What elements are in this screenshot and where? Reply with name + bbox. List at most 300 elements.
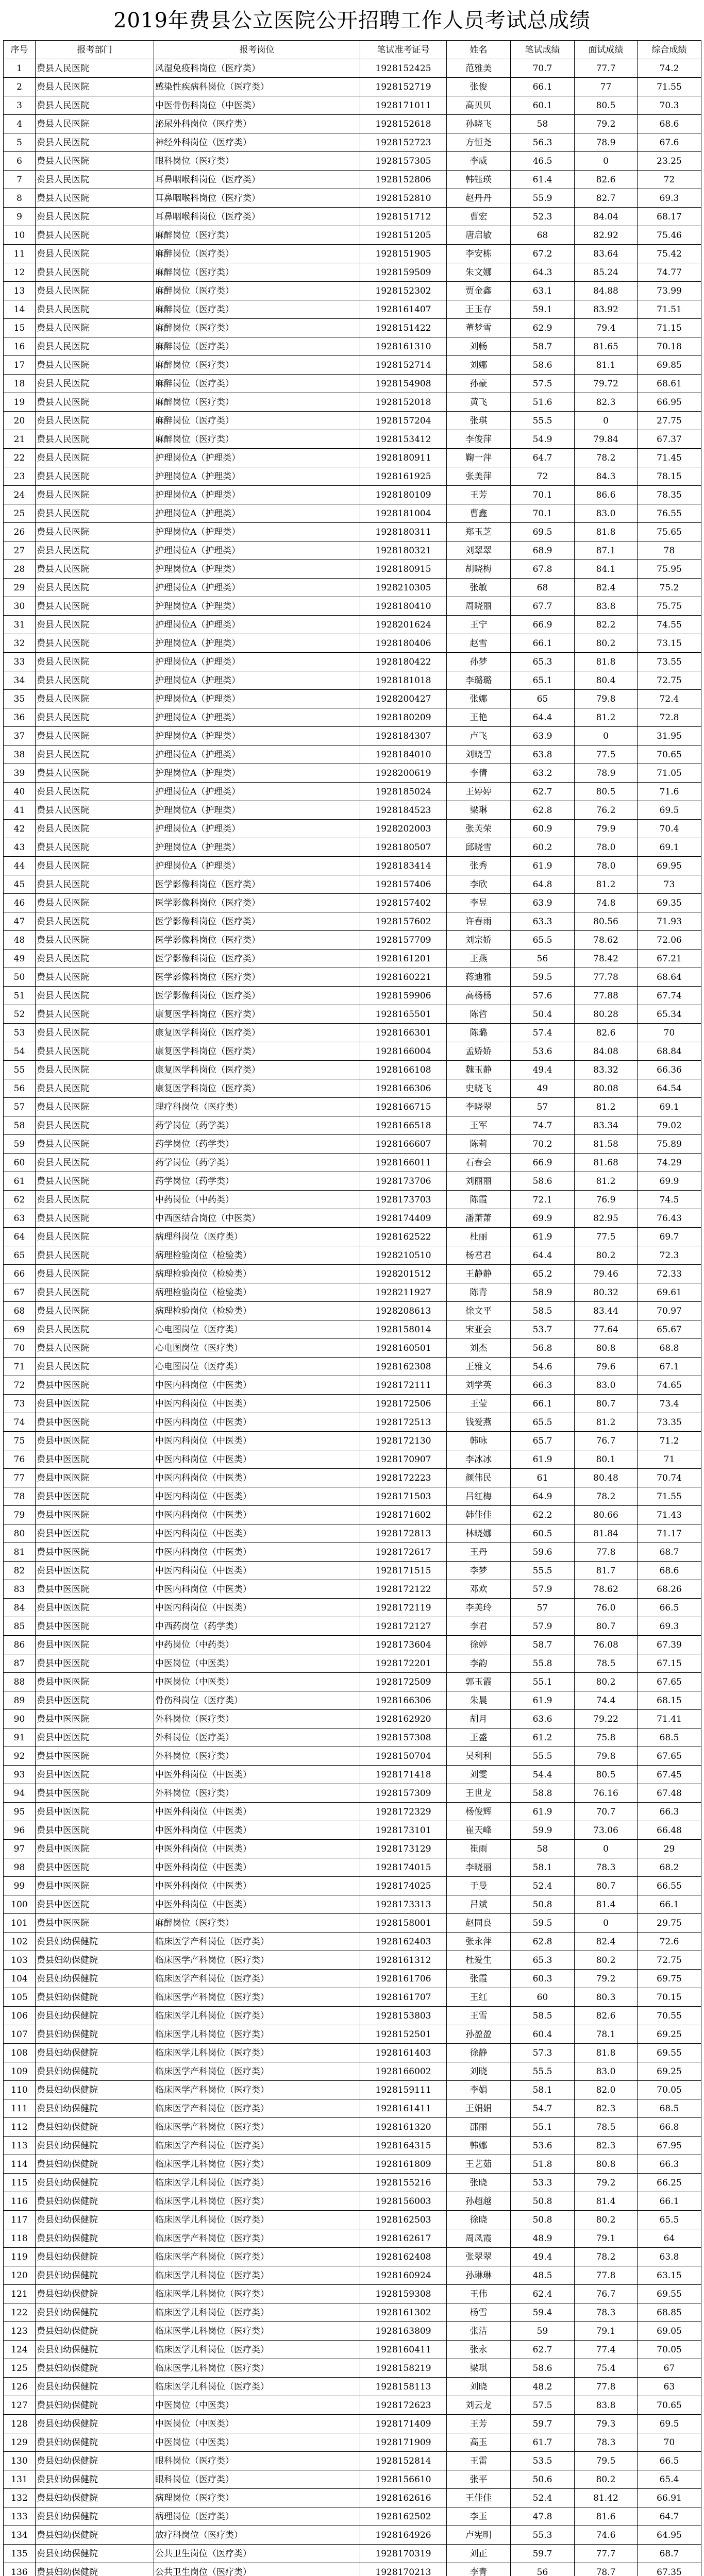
cell-position: 放疗科岗位（医疗类）	[154, 2526, 360, 2545]
cell-interview-score: 0	[575, 1914, 638, 1933]
cell-total-score: 67.39	[638, 1636, 701, 1654]
cell-seq: 50	[4, 968, 36, 987]
cell-written-score: 72	[511, 467, 575, 486]
table-row	[4, 282, 701, 300]
cell-position: 临床医学儿科岗位（医疗类）	[154, 2025, 360, 2044]
cell-name: 张晓	[447, 2174, 511, 2192]
cell-position: 中医岗位（中医类）	[154, 1673, 360, 1691]
cell-department: 费县人民医院	[36, 801, 154, 820]
cell-interview-score: 77.8	[575, 1543, 638, 1562]
cell-department: 费县妇幼保健院	[36, 1970, 154, 1988]
cell-seq: 11	[4, 245, 36, 263]
cell-position: 护理岗位A（护理类）	[154, 523, 360, 541]
cell-total-score: 69.25	[638, 2062, 701, 2081]
cell-total-score: 71.93	[638, 912, 701, 931]
cell-position: 眼科岗位（医疗类）	[154, 2452, 360, 2470]
cell-position: 病理科岗位（医疗类）	[154, 1228, 360, 1246]
cell-written-score: 63.9	[511, 894, 575, 912]
cell-written-score: 59.7	[511, 2545, 575, 2563]
table-row	[4, 1024, 701, 1042]
cell-written-score: 46.5	[511, 152, 575, 171]
cell-name: 李青	[447, 2563, 511, 2576]
cell-position: 药学岗位（药学类）	[154, 1135, 360, 1154]
cell-interview-score: 80.8	[575, 2155, 638, 2174]
cell-position: 病理检验岗位（检验类）	[154, 1302, 360, 1320]
cell-interview-score: 82.3	[575, 2099, 638, 2118]
cell-interview-score: 75.8	[575, 1728, 638, 1747]
cell-ticket-number: 1928171515	[360, 1562, 447, 1580]
cell-total-score: 72.06	[638, 931, 701, 950]
cell-position: 麻醉岗位（医疗类）	[154, 375, 360, 393]
table-row	[4, 189, 701, 208]
table-row	[4, 2452, 701, 2470]
cell-interview-score: 80.2	[575, 634, 638, 653]
cell-ticket-number: 1928159111	[360, 2081, 447, 2099]
cell-total-score: 74.65	[638, 1376, 701, 1395]
cell-name: 吕斌	[447, 1895, 511, 1914]
cell-written-score: 63.3	[511, 912, 575, 931]
cell-ticket-number: 1928159509	[360, 263, 447, 282]
cell-interview-score: 83.0	[575, 504, 638, 523]
table-row	[4, 2489, 701, 2507]
cell-department: 费县中医医院	[36, 1840, 154, 1858]
cell-ticket-number: 1928154908	[360, 375, 447, 393]
cell-seq: 128	[4, 2415, 36, 2433]
cell-written-score: 61.9	[511, 1450, 575, 1469]
cell-written-score: 55.8	[511, 1654, 575, 1673]
cell-total-score: 71.45	[638, 449, 701, 467]
cell-ticket-number: 1928152618	[360, 115, 447, 133]
cell-position: 中医骨伤科岗位（中医类）	[154, 96, 360, 115]
cell-ticket-number: 1928161403	[360, 2044, 447, 2062]
cell-department: 费县人民医院	[36, 467, 154, 486]
cell-written-score: 60.2	[511, 838, 575, 857]
cell-name: 梁琪	[447, 2359, 511, 2378]
cell-department: 费县妇幼保健院	[36, 2303, 154, 2322]
table-row	[4, 950, 701, 968]
cell-department: 费县人民医院	[36, 78, 154, 96]
cell-position: 病理岗位（医疗类）	[154, 2489, 360, 2507]
cell-ticket-number: 1928180311	[360, 523, 447, 541]
cell-interview-score: 79.72	[575, 375, 638, 393]
cell-interview-score: 79.2	[575, 115, 638, 133]
cell-department: 费县妇幼保健院	[36, 1988, 154, 2007]
cell-written-score: 70.1	[511, 504, 575, 523]
cell-position: 耳鼻咽喉科岗位（医疗类）	[154, 171, 360, 189]
cell-interview-score: 73.06	[575, 1821, 638, 1840]
cell-position: 中医岗位（中医类）	[154, 2396, 360, 2415]
cell-written-score: 61.7	[511, 2433, 575, 2452]
cell-seq: 75	[4, 1432, 36, 1450]
cell-interview-score: 80.4	[575, 671, 638, 690]
cell-total-score: 72.75	[638, 671, 701, 690]
table-row	[4, 430, 701, 449]
cell-total-score: 75.46	[638, 226, 701, 245]
table-row	[4, 912, 701, 931]
cell-name: 王莹	[447, 1395, 511, 1413]
table-row	[4, 987, 701, 1005]
cell-written-score: 63.6	[511, 1710, 575, 1728]
cell-position: 临床医学儿科岗位（医疗类）	[154, 2044, 360, 2062]
cell-department: 费县人民医院	[36, 894, 154, 912]
table-row	[4, 337, 701, 356]
cell-ticket-number: 1928171409	[360, 2415, 447, 2433]
cell-interview-score: 83.64	[575, 245, 638, 263]
cell-position: 护理岗位A（护理类）	[154, 467, 360, 486]
cell-name: 徐晓	[447, 2211, 511, 2229]
cell-ticket-number: 1928161310	[360, 337, 447, 356]
cell-interview-score: 78.9	[575, 133, 638, 152]
cell-total-score: 70.55	[638, 2007, 701, 2025]
cell-interview-score: 80.7	[575, 1617, 638, 1636]
cell-name: 杨雪	[447, 2303, 511, 2322]
table-row	[4, 263, 701, 282]
cell-name: 李晓翠	[447, 1098, 511, 1116]
cell-department: 费县人民医院	[36, 356, 154, 375]
cell-ticket-number: 1928180422	[360, 653, 447, 671]
cell-department: 费县人民医院	[36, 912, 154, 931]
cell-position: 中医内科岗位（中医类）	[154, 1432, 360, 1450]
cell-position: 感染性疾病科岗位（医疗类）	[154, 78, 360, 96]
cell-name: 孙琳琳	[447, 2266, 511, 2285]
cell-name: 王芳	[447, 486, 511, 504]
cell-position: 临床医学产科岗位（医疗类）	[154, 2099, 360, 2118]
cell-written-score: 62.8	[511, 1933, 575, 1951]
cell-department: 费县中医医院	[36, 1766, 154, 1784]
cell-total-score: 27.75	[638, 412, 701, 430]
cell-ticket-number: 1928184523	[360, 801, 447, 820]
cell-total-score: 73.55	[638, 653, 701, 671]
cell-position: 中西药岗位（药学类）	[154, 1617, 360, 1636]
cell-interview-score: 0	[575, 412, 638, 430]
cell-interview-score: 80.5	[575, 1766, 638, 1784]
cell-position: 护理岗位A（护理类）	[154, 783, 360, 801]
cell-department: 费县妇幼保健院	[36, 2452, 154, 2470]
cell-department: 费县中医医院	[36, 1487, 154, 1506]
cell-department: 费县人民医院	[36, 1042, 154, 1061]
cell-ticket-number: 1928152425	[360, 59, 447, 78]
cell-interview-score: 80.5	[575, 96, 638, 115]
cell-name: 张琪	[447, 412, 511, 430]
cell-position: 眼科岗位（医疗类）	[154, 2470, 360, 2489]
cell-interview-score: 77.7	[575, 2545, 638, 2563]
cell-position: 康复医学科岗位（医疗类）	[154, 1005, 360, 1024]
cell-seq: 32	[4, 634, 36, 653]
cell-written-score: 58	[511, 115, 575, 133]
cell-seq: 20	[4, 412, 36, 430]
cell-written-score: 56	[511, 2563, 575, 2576]
cell-name: 卢宪明	[447, 2526, 511, 2545]
cell-total-score: 67.6	[638, 133, 701, 152]
cell-ticket-number: 1928157406	[360, 875, 447, 894]
cell-department: 费县妇幼保健院	[36, 2563, 154, 2576]
cell-written-score: 62.8	[511, 801, 575, 820]
cell-position: 医学影像科岗位（医疗类）	[154, 894, 360, 912]
cell-ticket-number: 1928181018	[360, 671, 447, 690]
cell-total-score: 66.5	[638, 1599, 701, 1617]
table-row	[4, 356, 701, 375]
cell-ticket-number: 1928155216	[360, 2174, 447, 2192]
cell-total-score: 74.55	[638, 616, 701, 634]
cell-total-score: 70.97	[638, 1302, 701, 1320]
cell-department: 费县人民医院	[36, 430, 154, 449]
cell-position: 护理岗位A（护理类）	[154, 745, 360, 764]
cell-name: 张美萍	[447, 467, 511, 486]
cell-seq: 81	[4, 1543, 36, 1562]
table-row	[4, 1580, 701, 1599]
cell-position: 医学影像科岗位（医疗类）	[154, 912, 360, 931]
cell-department: 费县妇幼保健院	[36, 2062, 154, 2081]
cell-written-score: 62.9	[511, 319, 575, 337]
cell-position: 药学岗位（药学类）	[154, 1154, 360, 1172]
cell-position: 医学影像科岗位（医疗类）	[154, 875, 360, 894]
cell-name: 石春会	[447, 1154, 511, 1172]
cell-written-score: 57.3	[511, 2044, 575, 2062]
cell-written-score: 63.1	[511, 282, 575, 300]
cell-written-score: 51.8	[511, 2155, 575, 2174]
table-body	[4, 59, 701, 2576]
cell-department: 费县人民医院	[36, 727, 154, 745]
cell-position: 医学影像科岗位（医疗类）	[154, 968, 360, 987]
cell-position: 临床医学产科岗位（医疗类）	[154, 1933, 360, 1951]
cell-total-score: 70.4	[638, 820, 701, 838]
cell-department: 费县中医医院	[36, 1413, 154, 1432]
table-row	[4, 226, 701, 245]
cell-total-score: 72	[638, 171, 701, 189]
cell-written-score: 66.1	[511, 634, 575, 653]
cell-department: 费县人民医院	[36, 393, 154, 412]
table-row	[4, 1395, 701, 1413]
cell-department: 费县人民医院	[36, 820, 154, 838]
table-row	[4, 838, 701, 857]
cell-interview-score: 81.84	[575, 1524, 638, 1543]
cell-name: 王婷婷	[447, 783, 511, 801]
cell-department: 费县人民医院	[36, 300, 154, 319]
cell-interview-score: 80.3	[575, 1988, 638, 2007]
table-row	[4, 2359, 701, 2378]
cell-written-score: 59	[511, 2322, 575, 2341]
cell-department: 费县中医医院	[36, 1914, 154, 1933]
cell-total-score: 64	[638, 2229, 701, 2248]
cell-department: 费县人民医院	[36, 931, 154, 950]
cell-position: 公共卫生岗位（医疗类）	[154, 2563, 360, 2576]
cell-seq: 119	[4, 2248, 36, 2266]
table-row	[4, 59, 701, 78]
table-row	[4, 1339, 701, 1358]
cell-ticket-number: 1928201624	[360, 616, 447, 634]
cell-total-score: 67.95	[638, 2137, 701, 2155]
cell-position: 护理岗位A（护理类）	[154, 708, 360, 727]
cell-written-score: 61.9	[511, 857, 575, 875]
table-row	[4, 875, 701, 894]
cell-written-score: 64.4	[511, 708, 575, 727]
cell-department: 费县妇幼保健院	[36, 2025, 154, 2044]
cell-department: 费县人民医院	[36, 1283, 154, 1302]
cell-seq: 14	[4, 300, 36, 319]
cell-interview-score: 77.7	[575, 59, 638, 78]
cell-department: 费县中医医院	[36, 1617, 154, 1636]
cell-name: 王宁	[447, 616, 511, 634]
cell-ticket-number: 1928162403	[360, 1933, 447, 1951]
table-row	[4, 690, 701, 708]
cell-position: 中医内科岗位（中医类）	[154, 1506, 360, 1524]
cell-ticket-number: 1928156003	[360, 2192, 447, 2211]
cell-name: 李君	[447, 1617, 511, 1636]
cell-position: 麻醉岗位（医疗类）	[154, 245, 360, 263]
cell-total-score: 74.29	[638, 1154, 701, 1172]
cell-written-score: 55.3	[511, 2526, 575, 2545]
cell-ticket-number: 1928151422	[360, 319, 447, 337]
cell-name: 梁琳	[447, 801, 511, 820]
cell-ticket-number: 1928172201	[360, 1654, 447, 1673]
cell-position: 护理岗位A（护理类）	[154, 541, 360, 560]
table-row	[4, 1766, 701, 1784]
cell-ticket-number: 1928166607	[360, 1135, 447, 1154]
table-row	[4, 783, 701, 801]
table-row	[4, 1320, 701, 1339]
cell-total-score: 72.3	[638, 1246, 701, 1265]
cell-total-score: 70	[638, 2433, 701, 2452]
cell-interview-score: 80.56	[575, 912, 638, 931]
cell-position: 病理检验岗位（检验类）	[154, 1283, 360, 1302]
cell-name: 陈璐	[447, 1024, 511, 1042]
cell-interview-score: 83.34	[575, 1116, 638, 1135]
cell-interview-score: 82.3	[575, 2137, 638, 2155]
cell-written-score: 50.8	[511, 1895, 575, 1914]
cell-interview-score: 78.62	[575, 931, 638, 950]
cell-ticket-number: 1928171011	[360, 96, 447, 115]
cell-department: 费县妇幼保健院	[36, 2359, 154, 2378]
cell-department: 费县中医医院	[36, 1654, 154, 1673]
cell-ticket-number: 1928172127	[360, 1617, 447, 1636]
table-row	[4, 1784, 701, 1803]
cell-department: 费县中医医院	[36, 1450, 154, 1469]
cell-ticket-number: 1928152814	[360, 2452, 447, 2470]
table-row	[4, 1432, 701, 1450]
cell-position: 中医外科岗位（中医类）	[154, 1821, 360, 1840]
table-row	[4, 1228, 701, 1246]
cell-written-score: 60.5	[511, 1524, 575, 1543]
cell-seq: 98	[4, 1858, 36, 1877]
cell-interview-score: 80.66	[575, 1506, 638, 1524]
cell-interview-score: 81.6	[575, 2507, 638, 2526]
cell-seq: 92	[4, 1747, 36, 1766]
cell-interview-score: 75.4	[575, 2359, 638, 2378]
cell-total-score: 68.26	[638, 1580, 701, 1599]
cell-written-score: 49.4	[511, 2248, 575, 2266]
cell-written-score: 68	[511, 579, 575, 597]
table-row	[4, 1524, 701, 1543]
table-row	[4, 504, 701, 523]
cell-position: 病理检验岗位（检验类）	[154, 1246, 360, 1265]
cell-ticket-number: 1928166004	[360, 1042, 447, 1061]
cell-position: 风湿免疫科岗位（医疗类）	[154, 59, 360, 78]
cell-department: 费县人民医院	[36, 634, 154, 653]
cell-department: 费县妇幼保健院	[36, 2192, 154, 2211]
cell-name: 卢飞	[447, 727, 511, 745]
cell-seq: 36	[4, 708, 36, 727]
cell-department: 费县中医医院	[36, 1506, 154, 1524]
table-row	[4, 894, 701, 912]
cell-ticket-number: 1928161411	[360, 2099, 447, 2118]
cell-seq: 120	[4, 2266, 36, 2285]
cell-position: 麻醉岗位（医疗类）	[154, 282, 360, 300]
cell-written-score: 54.9	[511, 430, 575, 449]
cell-interview-score: 0	[575, 1840, 638, 1858]
cell-department: 费县人民医院	[36, 375, 154, 393]
cell-position: 临床医学儿科岗位（医疗类）	[154, 2192, 360, 2211]
cell-seq: 45	[4, 875, 36, 894]
cell-written-score: 57.6	[511, 987, 575, 1005]
table-row	[4, 1191, 701, 1209]
cell-seq: 116	[4, 2192, 36, 2211]
table-row	[4, 1840, 701, 1858]
cell-total-score: 72.6	[638, 1933, 701, 1951]
cell-total-score: 78.35	[638, 486, 701, 504]
cell-department: 费县中医医院	[36, 1691, 154, 1710]
cell-position: 心电图岗位（医疗类）	[154, 1358, 360, 1376]
cell-name: 钱爱燕	[447, 1413, 511, 1432]
cell-interview-score: 79.4	[575, 319, 638, 337]
table-row	[4, 2545, 701, 2563]
cell-ticket-number: 1928157308	[360, 1728, 447, 1747]
cell-position: 麻醉岗位（医疗类）	[154, 319, 360, 337]
cell-department: 费县人民医院	[36, 152, 154, 171]
table-row	[4, 1469, 701, 1487]
cell-seq: 108	[4, 2044, 36, 2062]
cell-department: 费县人民医院	[36, 208, 154, 226]
cell-department: 费县人民医院	[36, 764, 154, 783]
cell-interview-score: 81.2	[575, 1098, 638, 1116]
cell-seq: 90	[4, 1710, 36, 1728]
cell-department: 费县妇幼保健院	[36, 2489, 154, 2507]
cell-ticket-number: 1928162408	[360, 2248, 447, 2266]
cell-interview-score: 78.5	[575, 1654, 638, 1673]
cell-position: 护理岗位A（护理类）	[154, 857, 360, 875]
cell-department: 费县中医医院	[36, 1747, 154, 1766]
cell-department: 费县人民医院	[36, 282, 154, 300]
table-row	[4, 1042, 701, 1061]
cell-seq: 68	[4, 1302, 36, 1320]
cell-department: 费县妇幼保健院	[36, 2044, 154, 2062]
table-row	[4, 634, 701, 653]
cell-ticket-number: 1928163809	[360, 2322, 447, 2341]
cell-department: 费县妇幼保健院	[36, 2174, 154, 2192]
cell-total-score: 68.17	[638, 208, 701, 226]
cell-interview-score: 82.92	[575, 226, 638, 245]
cell-total-score: 67.1	[638, 1358, 701, 1376]
cell-department: 费县妇幼保健院	[36, 1951, 154, 1970]
cell-ticket-number: 1928185024	[360, 783, 447, 801]
cell-written-score: 57.9	[511, 1617, 575, 1636]
cell-ticket-number: 1928170213	[360, 2563, 447, 2576]
cell-written-score: 59.6	[511, 1543, 575, 1562]
cell-ticket-number: 1928171503	[360, 1487, 447, 1506]
cell-department: 费县中医医院	[36, 1728, 154, 1747]
table-row	[4, 393, 701, 412]
table-row	[4, 1154, 701, 1172]
table-row	[4, 2155, 701, 2174]
cell-position: 公共卫生岗位（医疗类）	[154, 2545, 360, 2563]
cell-department: 费县中医医院	[36, 1821, 154, 1840]
cell-ticket-number: 1928173129	[360, 1840, 447, 1858]
cell-ticket-number: 1928151905	[360, 245, 447, 263]
cell-name: 王佳佳	[447, 2489, 511, 2507]
table-row	[4, 2137, 701, 2155]
table-row	[4, 1005, 701, 1024]
cell-total-score: 66.95	[638, 393, 701, 412]
cell-ticket-number: 1928151712	[360, 208, 447, 226]
